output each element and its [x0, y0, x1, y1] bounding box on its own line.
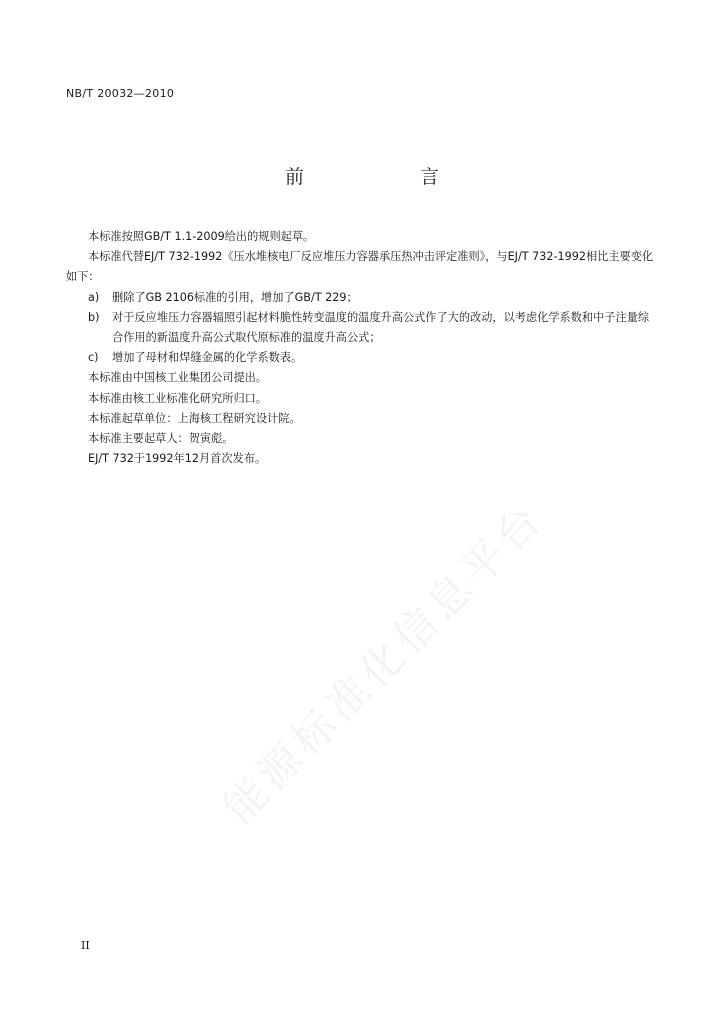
list-item-c: [66, 348, 656, 368]
paragraph-first-release: EJ/T 732于1992年12月首次发布。: [88, 452, 267, 466]
list-item-text: 增加了母材和焊缝金属的化学系数表。: [112, 351, 303, 365]
list-item-a: [66, 288, 656, 308]
list-marker: b): [88, 310, 100, 324]
paragraph-proposer: 本标准由中国核工业集团公司提出。: [88, 371, 268, 385]
watermark: 能源标准化信息平台: [213, 492, 555, 833]
paragraph-administrator: 本标准由核工业标准化研究所归口。: [88, 391, 268, 405]
paragraph-drafting-unit: 本标准起草单位：上海核工程研究设计院。: [88, 411, 301, 425]
page-number: II: [81, 939, 90, 952]
paragraph-replacement: 本标准代替EJ/T 732-1992《压水堆核电厂反应堆压力容器承压热冲击评定准则》，与EJ/T 732-1992相比主要变化如下：: [66, 250, 654, 284]
list-item-text: 删除了GB 2106标准的引用，增加了GB/T 229；: [112, 290, 358, 304]
foreword-body: [66, 227, 656, 469]
paragraph-drafters: 本标准主要起草人：贺寅彪。: [88, 432, 234, 446]
list-item-text: 对于反应堆压力容器辐照引起材料脆性转变温度的温度升高公式作了大的改动，以考虑化学系数和中子注量综合作用的新温度升高公式取代原标准的温度升高公式；: [112, 310, 650, 345]
page-title: 前 言: [284, 166, 465, 188]
paragraph-drafting-rules: 本标准按照GB/T 1.1-2009给出的规则起草。: [88, 230, 315, 243]
list-marker: c): [88, 351, 99, 365]
list-item-b: [66, 308, 656, 348]
standard-code: NB/T 20032—2010: [66, 87, 175, 100]
list-marker: a): [88, 290, 100, 304]
